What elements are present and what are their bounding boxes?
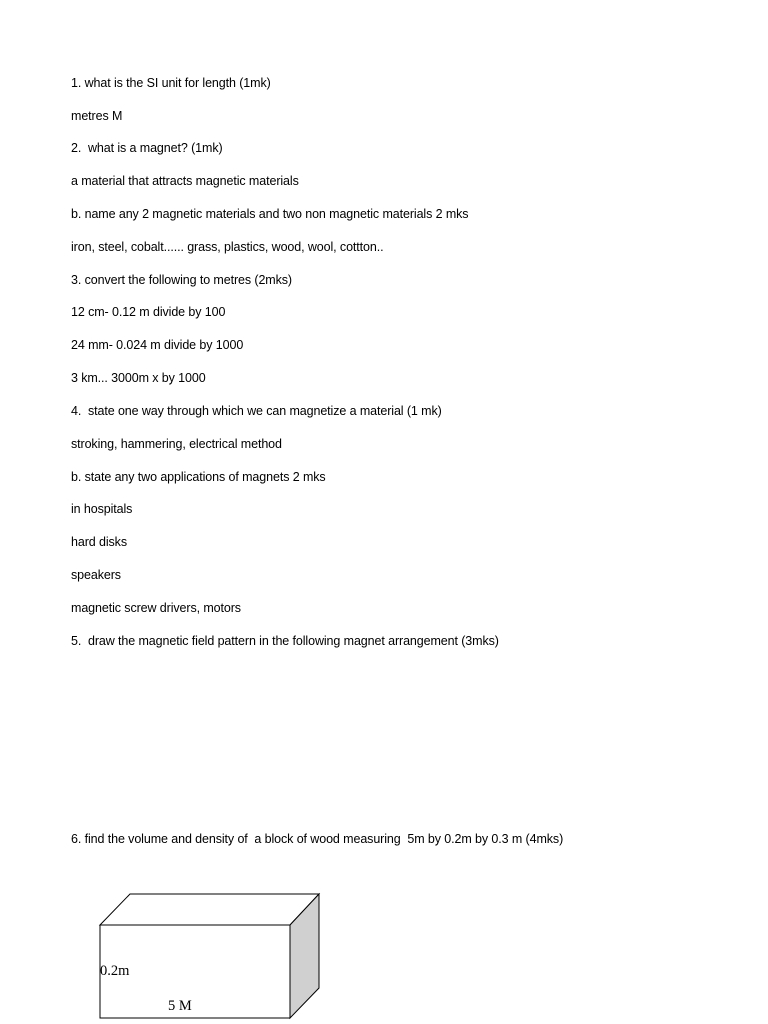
answer-4b-speakers: speakers xyxy=(71,568,121,582)
question-5: 5. draw the magnetic field pattern in the following magnet arrangement (3mks) xyxy=(71,634,499,648)
answer-4b-hospitals: in hospitals xyxy=(71,502,133,516)
answer-1: metres M xyxy=(71,109,123,123)
answer-4: stroking, hammering, electrical method xyxy=(71,437,282,451)
question-3: 3. convert the following to metres (2mks) xyxy=(71,273,292,287)
answer-4b-screwdrivers: magnetic screw drivers, motors xyxy=(71,601,241,615)
question-4: 4. state one way through which we can magnetize a material (1 mk) xyxy=(71,404,442,418)
question-2: 2. what is a magnet? (1mk) xyxy=(71,141,223,155)
question-1: 1. what is the SI unit for length (1mk) xyxy=(71,76,271,90)
answer-3-mm: 24 mm- 0.024 m divide by 1000 xyxy=(71,338,244,352)
answer-3-km: 3 km... 3000m x by 1000 xyxy=(71,371,206,385)
answer-2b: iron, steel, cobalt...... grass, plastics, wood, wool, cottton.. xyxy=(71,240,384,254)
block-length-label: 5 M xyxy=(168,998,192,1014)
answer-4b-hard-disks: hard disks xyxy=(71,535,127,549)
block-height-label: 0.2m xyxy=(100,963,130,979)
question-6: 6. find the volume and density of a block of wood measuring 5m by 0.2m by 0.3 m (4mks) xyxy=(71,832,564,846)
answer-2: a material that attracts magnetic materials xyxy=(71,174,299,188)
block-top-face xyxy=(100,894,319,925)
answer-3-cm: 12 cm- 0.12 m divide by 100 xyxy=(71,305,226,319)
question-2b: b. name any 2 magnetic materials and two non magnetic materials 2 mks xyxy=(71,207,469,221)
question-4b: b. state any two applications of magnets 2 mks xyxy=(71,470,326,484)
